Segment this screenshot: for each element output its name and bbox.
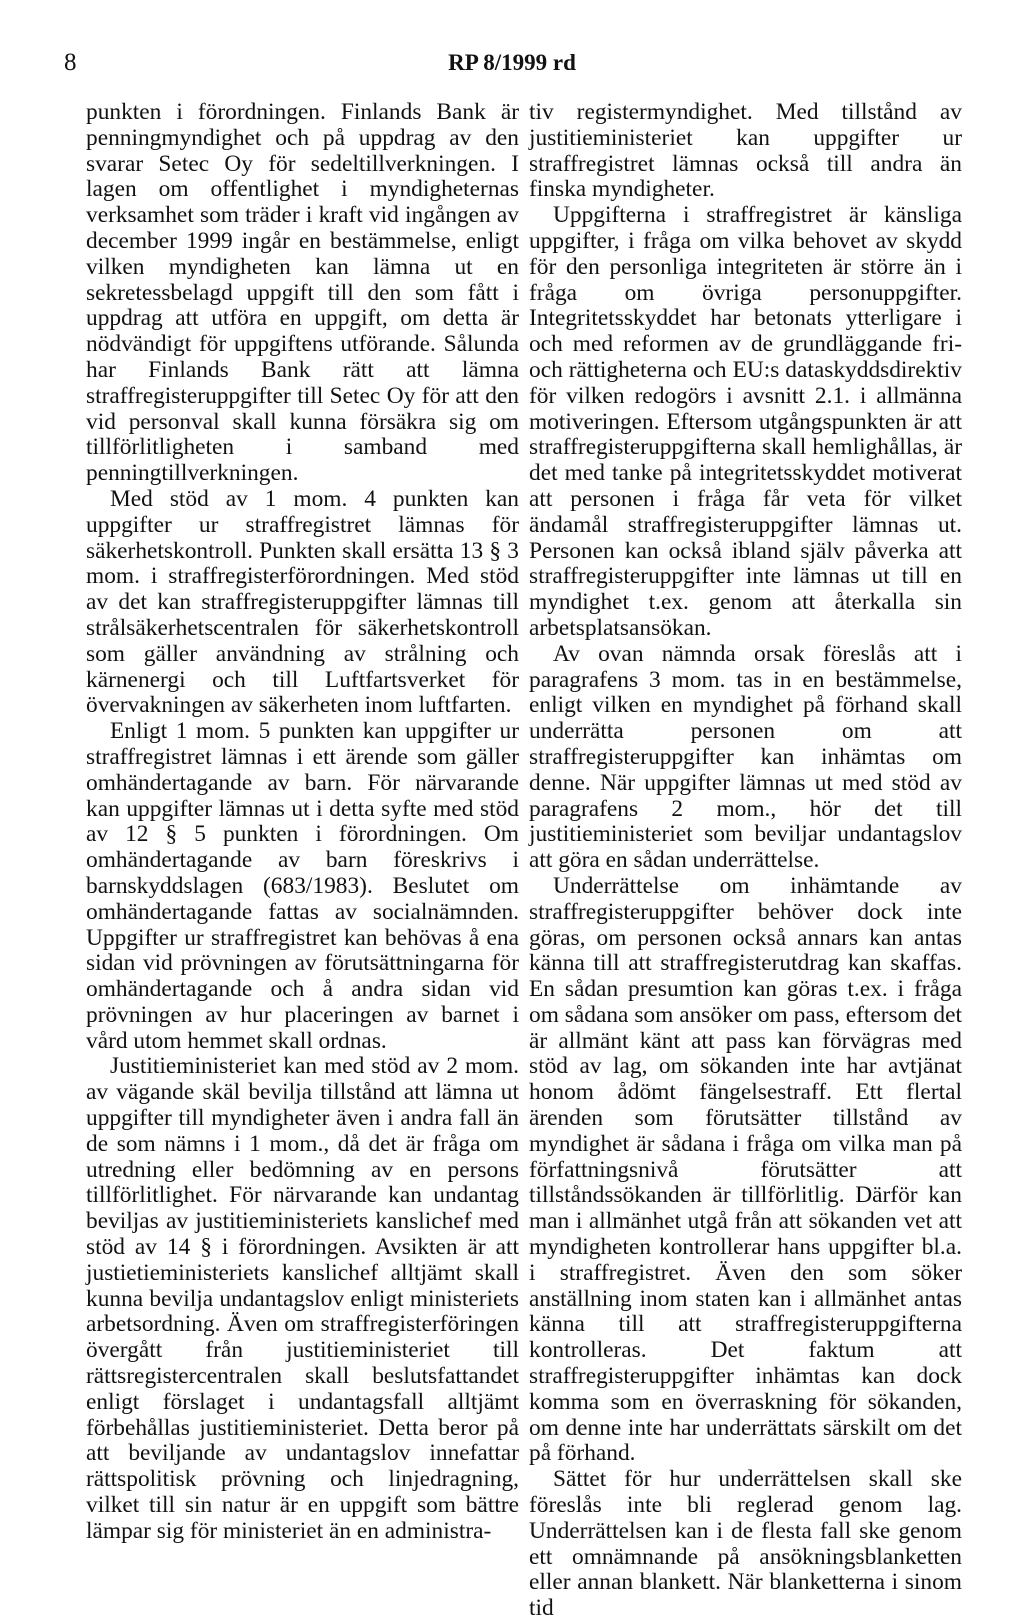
- paragraph: tiv registermyndighet. Med tillstånd av justitieministeriet kan uppgifter ur straffregistret lämnas också till andra än finska myndigheter.: [529, 99, 962, 203]
- paragraph: Uppgifterna i straffregistret är känsliga uppgifter, i fråga om vilka behovet av skydd för den personliga integriteten är större än i fråga om övriga personuppgifter. Integritetsskyddet har betonats ytterligare i och med reformen av de grundläggande fri- och rättigheterna och EU:s dataskyddsdirektiv för vilken redogörs i avsnitt 2.1. i allmänna motiveringen. Eftersom utgångspunkten är att straffregisteruppgifterna skall hemlighållas, är det med tanke på integritetsskyddet motiverat att personen i fråga får veta för vilket ändamål straffregisteruppgifter lämnas ut. Personen kan också ibland själv påverka att straffregisteruppgifter inte lämnas ut till en myndighet t.ex. genom att återkalla sin arbetsplatsansökan.: [529, 202, 962, 641]
- running-head: RP 8/1999 rd: [448, 50, 576, 75]
- paragraph: punkten i förordningen. Finlands Bank är penningmyndighet och på uppdrag av den svarar Setec Oy för sedeltillverkningen. I lagen om offentlighet i myndigheternas verksamhet som träder i kraft vid ingången av december 1999 ingår en bestämmelse, enligt vilken myndigheten kan lämna ut en sekretessbelagd uppgift till den som fått i uppdrag att utföra en uppgift, om detta är nödvändigt för uppgiftens utförande. Sålunda har Finlands Bank rätt att lämna straffregisteruppgifter till Setec Oy för att den vid personval skall kunna försäkra sig om tillförlitligheten i samband med penningtillverkningen.: [86, 99, 519, 487]
- paragraph: Av ovan nämnda orsak föreslås att i paragrafens 3 mom. tas in en bestämmelse, enligt vilken en myndighet på förhand skall underrätta personen om att straffregisteruppgifter kan inhämtas om denne. När uppgifter lämnas ut med stöd av paragrafens 2 mom., hör det till justitieministeriet som beviljar undantagslov att göra en sådan underrättelse.: [529, 640, 962, 874]
- right-column: [529, 100, 962, 1622]
- paragraph: Underrättelse om inhämtande av straffregisteruppgifter behöver dock inte göras, om personen också annars kan antas känna till att straffregisterutdrag kan skaffas. En sådan presumtion kan göras t.ex. i fråga om sådana som ansöker om pass, eftersom det är allmänt känt att pass kan förvägras med stöd av lag, om sökanden inte har avtjänat honom ådömt fängelsestraff. Ett flertal ärenden som förutsätter tillstånd av myndighet är sådana i fråga om vilka man på författningsnivå förutsätter att tillståndssökanden är tillförlitlig. Därför kan man i allmänhet utgå från att sökanden vet att myndigheten kontrollerar hans uppgifter bl.a. i straffregistret. Även den som söker anställning inom staten kan i allmänhet antas känna till att straffregisteruppgifterna kontrolleras. Det faktum att straffregisteruppgifter inhämtas kan dock komma som en överraskning för sökanden, om denne inte har underrättats särskilt om det på förhand.: [529, 872, 962, 1467]
- paragraph: Enligt 1 mom. 5 punkten kan uppgifter ur straffregistret lämnas i ett ärende som gäller omhändertagande av barn. För närvarande kan uppgifter lämnas ut i detta syfte med stöd av 12 § 5 punkten i förordningen. Om omhändertagande av barn föreskrivs i barnskyddslagen (683/1983). Beslutet om omhändertagande fattas av socialnämnden. Uppgifter ur straffregistret kan behövas å ena sidan vid prövningen av förutsättningarna för omhändertagande och å andra sidan vid prövningen av hur placeringen av barnet i vård utom hemmet skall ordnas.: [86, 718, 519, 1054]
- paragraph: Justitieministeriet kan med stöd av 2 mom. av vägande skäl bevilja tillstånd att lämna ut uppgifter till myndigheter även i andra fall än de som nämns i 1 mom., då det är fråga om utredning eller bedömning av en persons tillförlitlighet. För närvarande kan undantag beviljas av justitieministeriets kanslichef med stöd av 14 § i förordningen. Avsikten är att justietieministeriets kanslichef alltjämt skall kunna bevilja undantagslov enligt ministeriets arbetsordning. Även om straffregisterföringen övergått från justitieministeriet till rättsregistercentralen skall beslutsfattandet enligt förslaget i undantagsfall alltjämt förbehållas justitieministeriet. Detta beror på att beviljande av undantagslov innefattar rättspolitisk prövning och linjedragning, vilket till sin natur är en uppgift som bättre lämpar sig för ministeriet än en administra-: [86, 1053, 519, 1544]
- left-column: [86, 100, 519, 1545]
- paragraph: Sättet för hur underrättelsen skall ske föreslås inte bli reglerad genom lag. Underrättelsen kan i de flesta fall ske genom ett omnämnande på ansökningsblanketten eller annan blankett. När blanketterna i sinom tid: [529, 1466, 962, 1622]
- page-number: 8: [64, 49, 77, 76]
- paragraph: Med stöd av 1 mom. 4 punkten kan uppgifter ur straffregistret lämnas för säkerhetskontroll. Punkten skall ersätta 13 § 3 mom. i straffregisterförordningen. Med stöd av det kan straffregisteruppgifter lämnas till strålsäkerhetscentralen för säkerhetskontroll som gäller användning av strålning och kärnenergi och till Luftfartsverket för övervakningen av säkerheten inom luftfarten.: [86, 485, 519, 719]
